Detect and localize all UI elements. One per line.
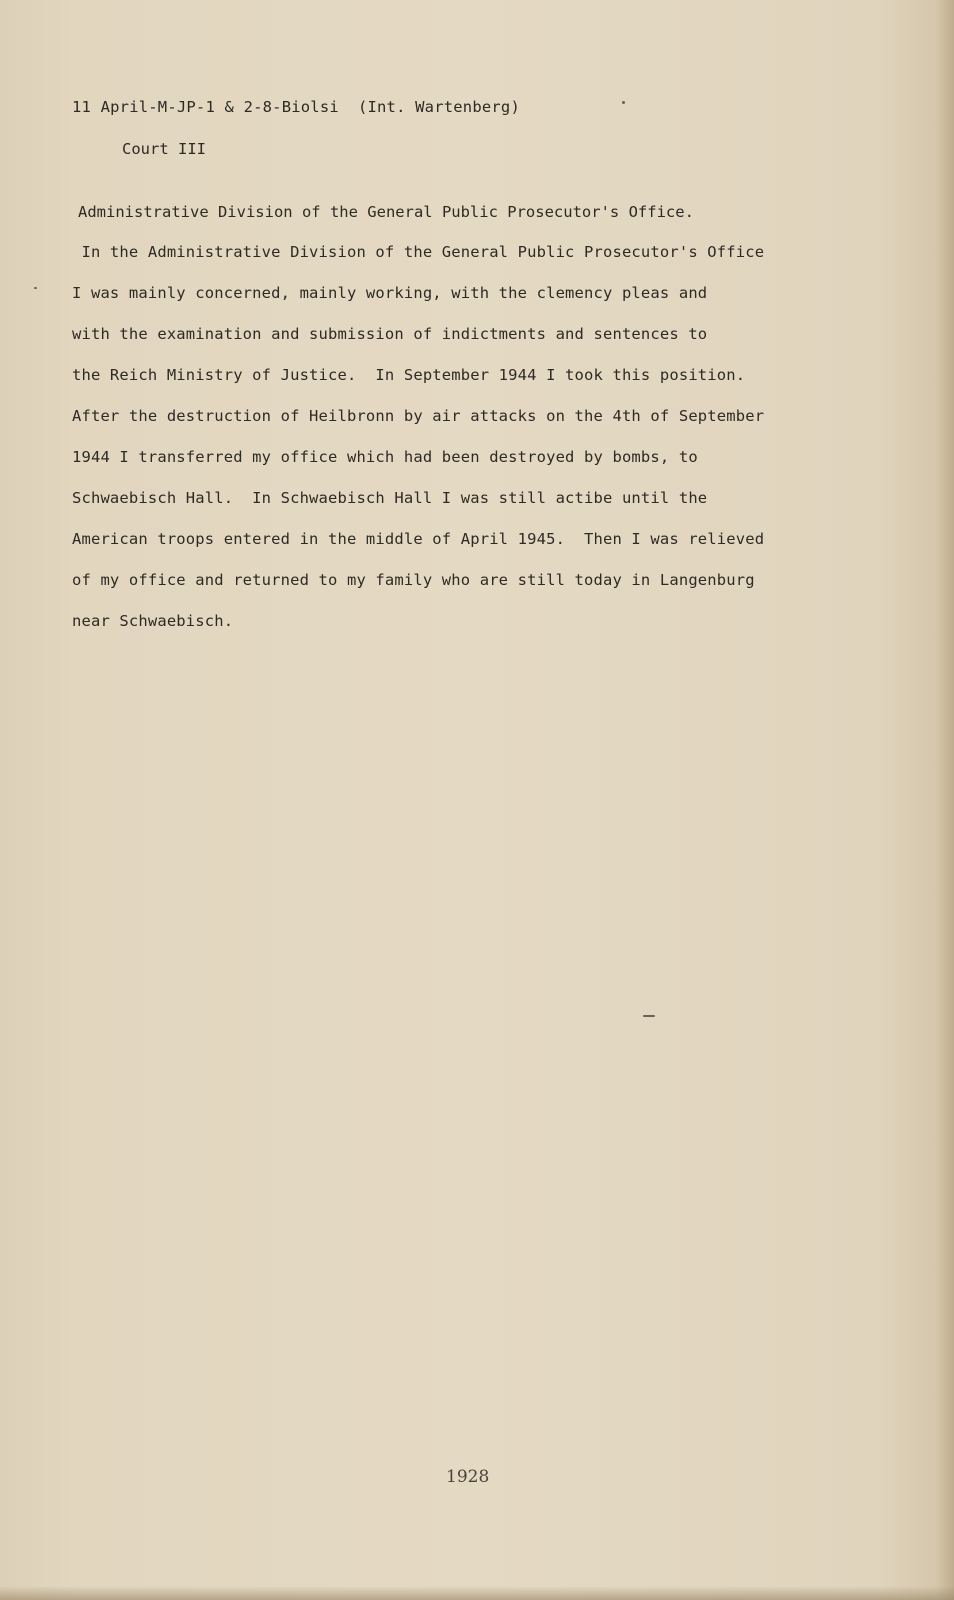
page-number: 1928 — [446, 1467, 490, 1487]
body-line: near Schwaebisch. — [72, 612, 234, 630]
body-line: Schwaebisch Hall. In Schwaebisch Hall I was still actibe until the — [72, 489, 708, 507]
document-header: 11 April-M-JP-1 & 2-8-Biolsi (Int. Wartenberg) — [72, 98, 520, 116]
body-line: I was mainly concerned, mainly working, with the clemency pleas and — [72, 284, 708, 302]
paper-mark — [643, 1015, 655, 1017]
body-line: the Reich Ministry of Justice. In September 1944 I took this position. — [72, 366, 746, 384]
paper-speck — [622, 101, 625, 104]
body-line: After the destruction of Heilbronn by air attacks on the 4th of September — [72, 407, 765, 425]
paper-edge-right — [936, 0, 954, 1600]
paper-edge-bottom — [0, 1586, 954, 1600]
body-line: with the examination and submission of indictments and sentences to — [72, 325, 708, 343]
court-label: Court III — [122, 140, 206, 158]
body-line: 1944 I transferred my office which had been destroyed by bombs, to — [72, 448, 698, 466]
body-line: In the Administrative Division of the General Public Prosecutor's Office — [72, 243, 765, 261]
body-line: of my office and returned to my family who are still today in Langenburg — [72, 571, 755, 589]
body-line: American troops entered in the middle of April 1945. Then I was relieved — [72, 530, 765, 548]
paper-speck — [34, 287, 37, 289]
section-heading: Administrative Division of the General Public Prosecutor's Office. — [78, 203, 694, 221]
